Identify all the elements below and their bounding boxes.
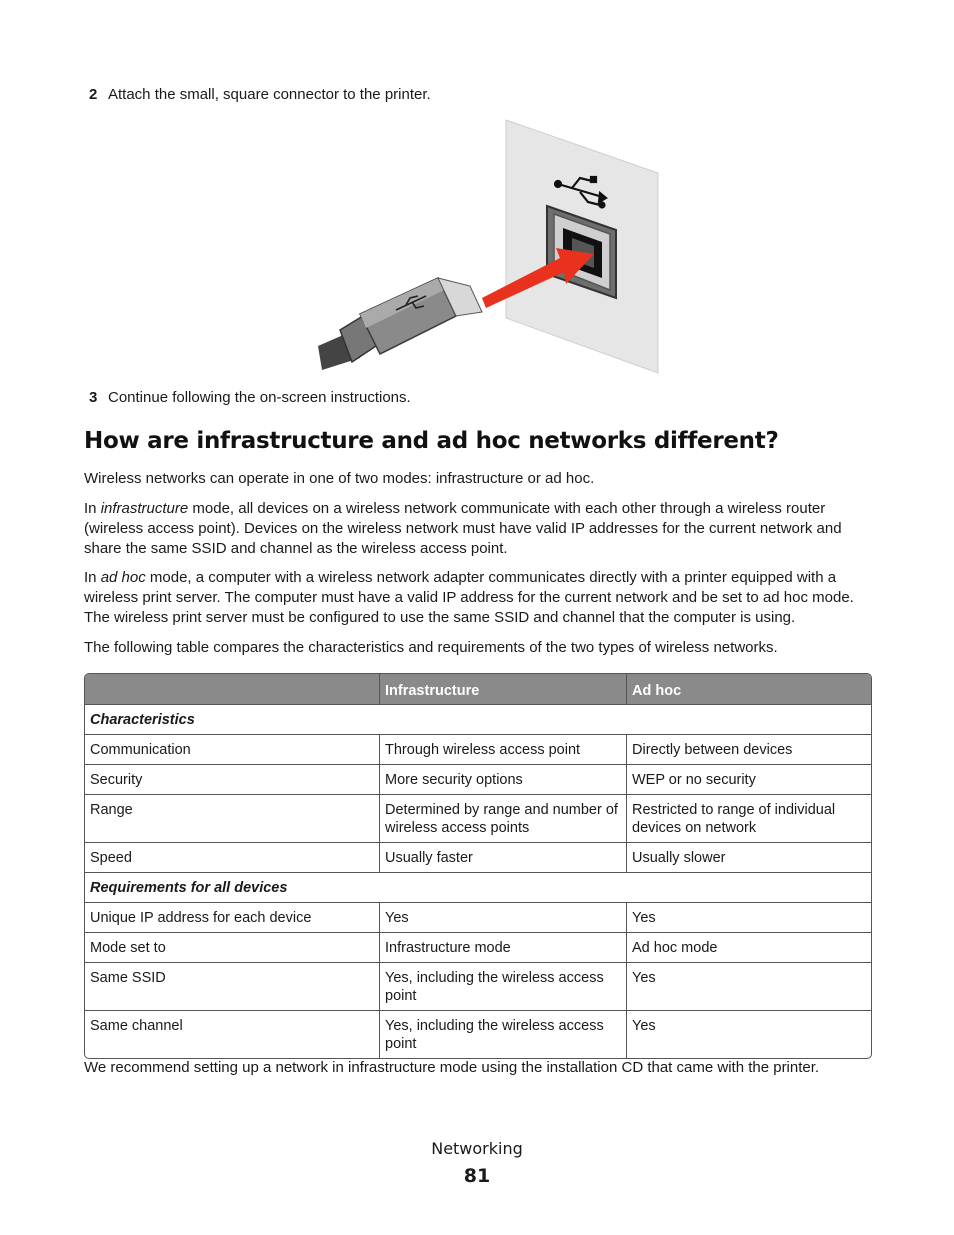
- table-cell: Usually faster: [380, 843, 627, 872]
- table-row: [85, 932, 871, 962]
- paragraph-modes: Wireless networks can operate in one of two modes: infrastructure or ad hoc.: [84, 470, 595, 487]
- text: mode, all devices on a wireless network communicate with each other through a wireless router (wireless access point). Devices on the wireless network must have valid IP addresses for the current network and share the same SSID and channel as the wireless access point.: [84, 500, 842, 557]
- table-cell: Determined by range and number of wireless access points: [380, 795, 627, 842]
- table-cell: Yes: [632, 1018, 656, 1034]
- table-cell: Range: [85, 795, 380, 842]
- text: In: [84, 569, 101, 586]
- table-cell: Yes: [380, 903, 627, 932]
- table-row: [85, 902, 871, 932]
- paragraph-recommendation: We recommend setting up a network in infrastructure mode using the installation CD that came with the printer.: [84, 1059, 820, 1076]
- step-text: Continue following the on-screen instructions.: [108, 389, 411, 406]
- table-cell: Security: [85, 765, 380, 794]
- header-cell: Ad hoc: [632, 683, 682, 699]
- paragraph-table-intro: The following table compares the characteristics and requirements of the two types of wireless networks.: [84, 639, 778, 656]
- table-cell: Same SSID: [85, 963, 380, 1010]
- footer-section-label: Networking: [431, 1139, 523, 1158]
- step-number: 3: [89, 389, 98, 406]
- table-cell: Yes: [632, 970, 656, 986]
- table-cell: Yes, including the wireless access point: [380, 1011, 627, 1058]
- table-cell: Usually slower: [632, 850, 726, 866]
- term-infrastructure: infrastructure: [100, 500, 189, 517]
- text: In: [84, 500, 101, 517]
- table-cell: Unique IP address for each device: [85, 903, 380, 932]
- header-cell: Infrastructure: [380, 674, 627, 704]
- step-2: [89, 86, 431, 103]
- table-cell: Yes, including the wireless access point: [380, 963, 627, 1010]
- table-cell: Speed: [85, 843, 380, 872]
- table-row: [85, 842, 871, 872]
- usb-connector-illustration: [310, 118, 670, 378]
- step-text: Attach the small, square connector to the printer.: [108, 86, 431, 103]
- table-cell: Communication: [85, 735, 380, 764]
- text: mode, a computer with a wireless network adapter communicates directly with a printer equipped with a wireless print server. The computer must have a valid IP address for the current network and be set to ad hoc mode. The wireless print server must be configured to use the same SSID and channel that the computer is using.: [84, 569, 854, 626]
- table-cell: Restricted to range of individual devices on network: [632, 802, 836, 836]
- table-row: [85, 734, 871, 764]
- table-cell: Ad hoc mode: [632, 940, 718, 956]
- table-cell: Same channel: [85, 1011, 380, 1058]
- table-section-row: [85, 872, 871, 902]
- table-cell: Mode set to: [85, 933, 380, 962]
- table-cell: WEP or no security: [632, 772, 756, 788]
- table-header-row: [85, 674, 871, 704]
- table-row: [85, 764, 871, 794]
- table-row: [85, 1010, 871, 1058]
- header-cell: [85, 674, 380, 704]
- section-label: Requirements for all devices: [90, 880, 288, 896]
- section-label: Characteristics: [90, 712, 195, 728]
- table-section-row: [85, 704, 871, 734]
- paragraph-ad-hoc: [84, 568, 874, 628]
- step-number: 2: [89, 86, 98, 103]
- page-number: 81: [463, 1165, 491, 1187]
- usb-b-plug: [340, 278, 482, 362]
- term-ad-hoc: ad hoc: [100, 569, 146, 586]
- comparison-table: [84, 673, 872, 1059]
- table-row: [85, 962, 871, 1010]
- table-cell: Directly between devices: [632, 742, 793, 758]
- step-3: [89, 389, 411, 406]
- table-cell: Infrastructure mode: [380, 933, 627, 962]
- section-heading: How are infrastructure and ad hoc networks different?: [84, 428, 779, 454]
- table-cell: More security options: [380, 765, 627, 794]
- table-row: [85, 794, 871, 842]
- table-cell: Through wireless access point: [380, 735, 627, 764]
- table-cell: Yes: [632, 910, 656, 926]
- paragraph-infrastructure: [84, 499, 874, 559]
